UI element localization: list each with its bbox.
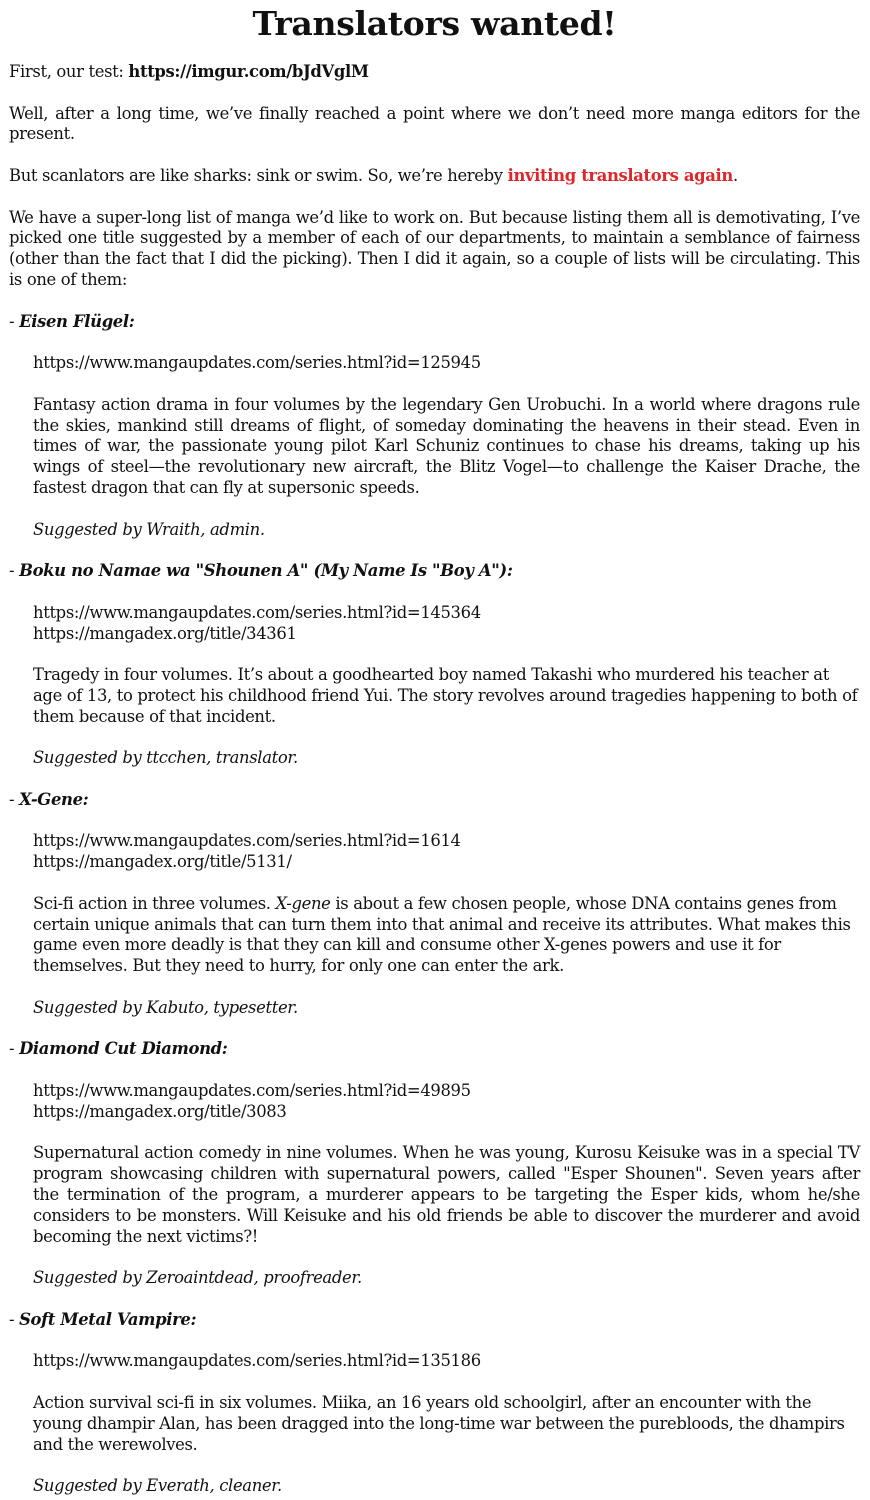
mangadex-link[interactable]: https://mangadex.org/title/34361 [33,623,297,643]
test-line [9,62,860,83]
manga-item [9,1039,860,1289]
manga-title: X-Gene: [19,789,89,809]
suggested-by: Suggested by Kabuto, typesetter. [33,997,298,1017]
intro-paragraph-1: Well, after a long time, we’ve finally reached a point where we don’t need more manga editors for the present. [9,103,860,144]
manga-details [9,603,860,769]
suggested-by: Suggested by Zeroaintdead, proofreader. [33,1268,362,1288]
manga-links [33,353,860,374]
manga-description [33,894,860,977]
manga-details [9,353,860,540]
mangaupdates-link[interactable]: https://www.mangaupdates.com/series.html?id=125945 [33,353,481,373]
manga-links [33,1351,860,1372]
manga-title: Soft Metal Vampire: [19,1309,197,1329]
item-prefix: - [9,789,20,809]
suggested-by: Suggested by Everath, cleaner. [33,1476,282,1496]
manga-title-line [9,790,860,811]
manga-details [9,1351,860,1497]
intro-paragraph-2-text: But scanlators are like sharks: sink or swim. So, we’re hereby [9,165,508,185]
manga-title-line [9,312,860,333]
intro-paragraph-3: We have a super-long list of manga we’d like to work on. But because listing them all is demotivating, I’ve picked one title suggested by a member of each of our departments, to maintain a semblance of fairness (other than the fact that I did the picking). Then I did it again, so a couple of lists will be circulating. This is one of them: [9,207,860,289]
manga-title-line [9,1039,860,1060]
description-start: Sci-fi action in three volumes. [33,893,276,913]
test-prefix: First, our test: [9,62,129,81]
item-prefix: - [9,1309,20,1329]
manga-title: Eisen Flügel: [19,311,135,331]
manga-description: Tragedy in four volumes. It’s about a goodhearted boy named Takashi who murdered his teacher at age of 13, to protect his childhood friend Yui. The story revolves around tragedies happening to both of them because of that incident. [33,665,858,726]
manga-item [9,1310,860,1497]
manga-description: Supernatural action comedy in nine volumes. When he was young, Kurosu Keisuke was in a special TV program showcasing children with supernatural powers, called "Esper Shounen". Seven years after the termination of the program, a murderer appears to be targeting the Esper kids, whom he/she considers to be monsters. Will Keisuke and his old friends be able to discover the murderer and avoid becoming the next victims?! [33,1143,860,1246]
item-prefix: - [9,311,20,331]
intro-paragraph-2-end: . [732,165,738,185]
mangadex-link[interactable]: https://mangadex.org/title/3083 [33,1101,287,1121]
manga-links [33,603,860,645]
inviting-highlight: inviting translators again [507,165,733,185]
item-prefix: - [9,1039,20,1059]
suggested-by: Suggested by ttcchen, translator. [33,748,298,768]
manga-description: Action survival sci-fi in six volumes. Miika, an 16 years old schoolgirl, after an encounter with the young dhampir Alan, has been dragged into the long-time war between the purebloods, the dhampirs and the werewolves. [33,1393,845,1454]
test-link[interactable]: https://imgur.com/bJdVglM [128,62,369,81]
intro-paragraph-2 [9,166,860,187]
mangaupdates-link[interactable]: https://www.mangaupdates.com/series.html?id=145364 [33,602,481,622]
manga-item [9,561,860,769]
item-prefix: - [9,561,20,581]
page-title: Translators wanted! [252,4,617,43]
manga-item [9,790,860,1019]
manga-title-line [9,561,860,582]
manga-title: Boku no Namae wa "Shounen A" (My Name Is "Boy A"): [19,561,513,581]
manga-description: Fantasy action drama in four volumes by the legendary Gen Urobuchi. In a world where dragons rule the skies, mankind still dreams of flight, of someday dominating the heavens in their stead. Even in times of war, the passionate young pilot Karl Schuniz continues to chase his dreams, taking up his wings of steel—the revolutionary new aircraft, the Blitz Vogel—to challenge the Kaiser Drache, the fastest dragon that can fly at supersonic speeds. [33,394,860,497]
description-rest: is about a few chosen people, whose DNA contains genes from certain unique animals that can turn them into that animal and receive its attributes. What makes this game even more deadly is that they can kill and consume other X-genes powers and use it for themselves. But they need to hurry, for only one can enter the ark. [33,893,851,976]
manga-details [9,831,860,1018]
mangadex-link[interactable]: https://mangadex.org/title/5131/ [33,852,292,872]
manga-links [33,831,860,873]
mangaupdates-link[interactable]: https://www.mangaupdates.com/series.html?id=135186 [33,1351,481,1371]
manga-details [9,1081,860,1289]
description-italic-title: X-gene [275,893,331,913]
manga-item [9,312,860,541]
manga-title: Diamond Cut Diamond: [19,1039,228,1059]
mangaupdates-link[interactable]: https://www.mangaupdates.com/series.html?id=49895 [33,1081,471,1101]
manga-title-line [9,1310,860,1331]
suggested-by: Suggested by Wraith, admin. [33,519,265,539]
mangaupdates-link[interactable]: https://www.mangaupdates.com/series.html?id=1614 [33,831,461,851]
manga-links [33,1081,860,1123]
